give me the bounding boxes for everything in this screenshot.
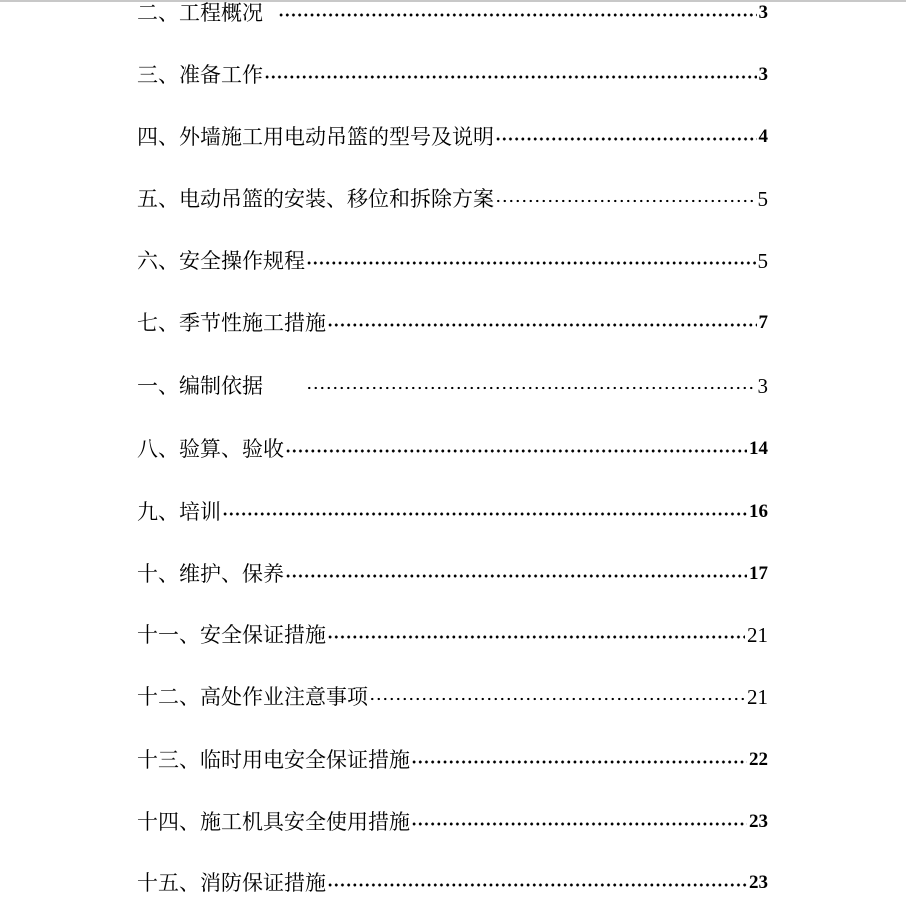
toc-entry-safety-procedures[interactable]: [137, 245, 768, 277]
toc-entry-page: 17: [749, 563, 768, 584]
toc-entry-page: 5: [757, 249, 768, 273]
toc-entry-title: 五、电动吊篮的安装、移位和拆除方案: [137, 187, 494, 211]
toc-leader-dots: [285, 433, 747, 465]
toc-entry-page: 22: [749, 749, 768, 770]
toc-entry-page: 14: [749, 438, 768, 459]
toc-entry-page: 23: [749, 811, 768, 832]
toc-entry-title: 十二、高处作业注意事项: [137, 685, 368, 709]
toc-entry-machinery-safety[interactable]: [137, 806, 768, 838]
toc-entry-title: 二、工程概况: [137, 1, 263, 25]
toc-entry-page: 21: [747, 623, 768, 647]
toc-leader-dots: [264, 59, 757, 91]
toc-entry-title: 十一、安全保证措施: [137, 623, 326, 647]
toc-entry-training[interactable]: [137, 496, 768, 528]
toc-entry-gondola-install[interactable]: [137, 183, 768, 215]
toc-leader-dots: [411, 744, 747, 776]
toc-entry-calculation-acceptance[interactable]: [137, 433, 768, 465]
toc-leader-dots: [327, 307, 757, 339]
toc-leader-dots: [278, 0, 757, 29]
toc-entry-safety-guarantee[interactable]: [137, 619, 768, 651]
toc-leader-dots: [285, 558, 747, 590]
toc-leader-dots: [222, 496, 747, 528]
toc-entry-title: 十、维护、保养: [137, 562, 284, 586]
toc-leader-dots: [495, 121, 757, 153]
toc-entry-seasonal-measures[interactable]: [137, 307, 768, 339]
toc-entry-engineering-overview[interactable]: [137, 0, 768, 29]
toc-entry-title: 十三、临时用电安全保证措施: [137, 748, 410, 772]
toc-entry-title: 八、验算、验收: [137, 437, 284, 461]
toc-entry-maintenance[interactable]: [137, 558, 768, 590]
toc-entry-page: 3: [758, 64, 768, 85]
toc-entry-preparation[interactable]: [137, 59, 768, 91]
toc-entry-compilation-basis[interactable]: [137, 370, 768, 402]
toc-entry-title: 四、外墙施工用电动吊篮的型号及说明: [137, 125, 494, 149]
toc-leader-dots: [306, 370, 756, 402]
toc-entry-title: 十四、施工机具安全使用措施: [137, 810, 410, 834]
toc-entry-page: 23: [749, 872, 768, 893]
toc-entry-title: 三、准备工作: [137, 63, 263, 87]
toc-entry-title: 一、编制依据: [137, 374, 263, 398]
toc-entry-page: 5: [757, 187, 768, 211]
toc-entry-page: 3: [758, 2, 768, 23]
toc-entry-title: 十五、消防保证措施: [137, 871, 326, 895]
toc-entry-work-at-height[interactable]: [137, 681, 768, 713]
toc-leader-dots: [327, 619, 745, 651]
toc-entry-title: 七、季节性施工措施: [137, 311, 326, 335]
toc-leader-dots: [369, 681, 745, 713]
toc-leader-dots: [306, 245, 756, 277]
toc-entry-page: 21: [747, 685, 768, 709]
toc-leader-dots: [495, 183, 756, 215]
toc-leader-dots: [327, 867, 747, 899]
toc-entry-page: 4: [758, 126, 768, 147]
toc-entry-temporary-power[interactable]: [137, 744, 768, 776]
toc-entry-title: 九、培训: [137, 500, 221, 524]
toc-entry-title: 六、安全操作规程: [137, 249, 305, 273]
toc-entry-page: 3: [757, 374, 768, 398]
toc-entry-gondola-model[interactable]: [137, 121, 768, 153]
toc-leader-dots: [411, 806, 747, 838]
toc-entry-fire-protection[interactable]: [137, 867, 768, 899]
toc-entry-page: 16: [749, 501, 768, 522]
toc-entry-page: 7: [758, 312, 768, 333]
